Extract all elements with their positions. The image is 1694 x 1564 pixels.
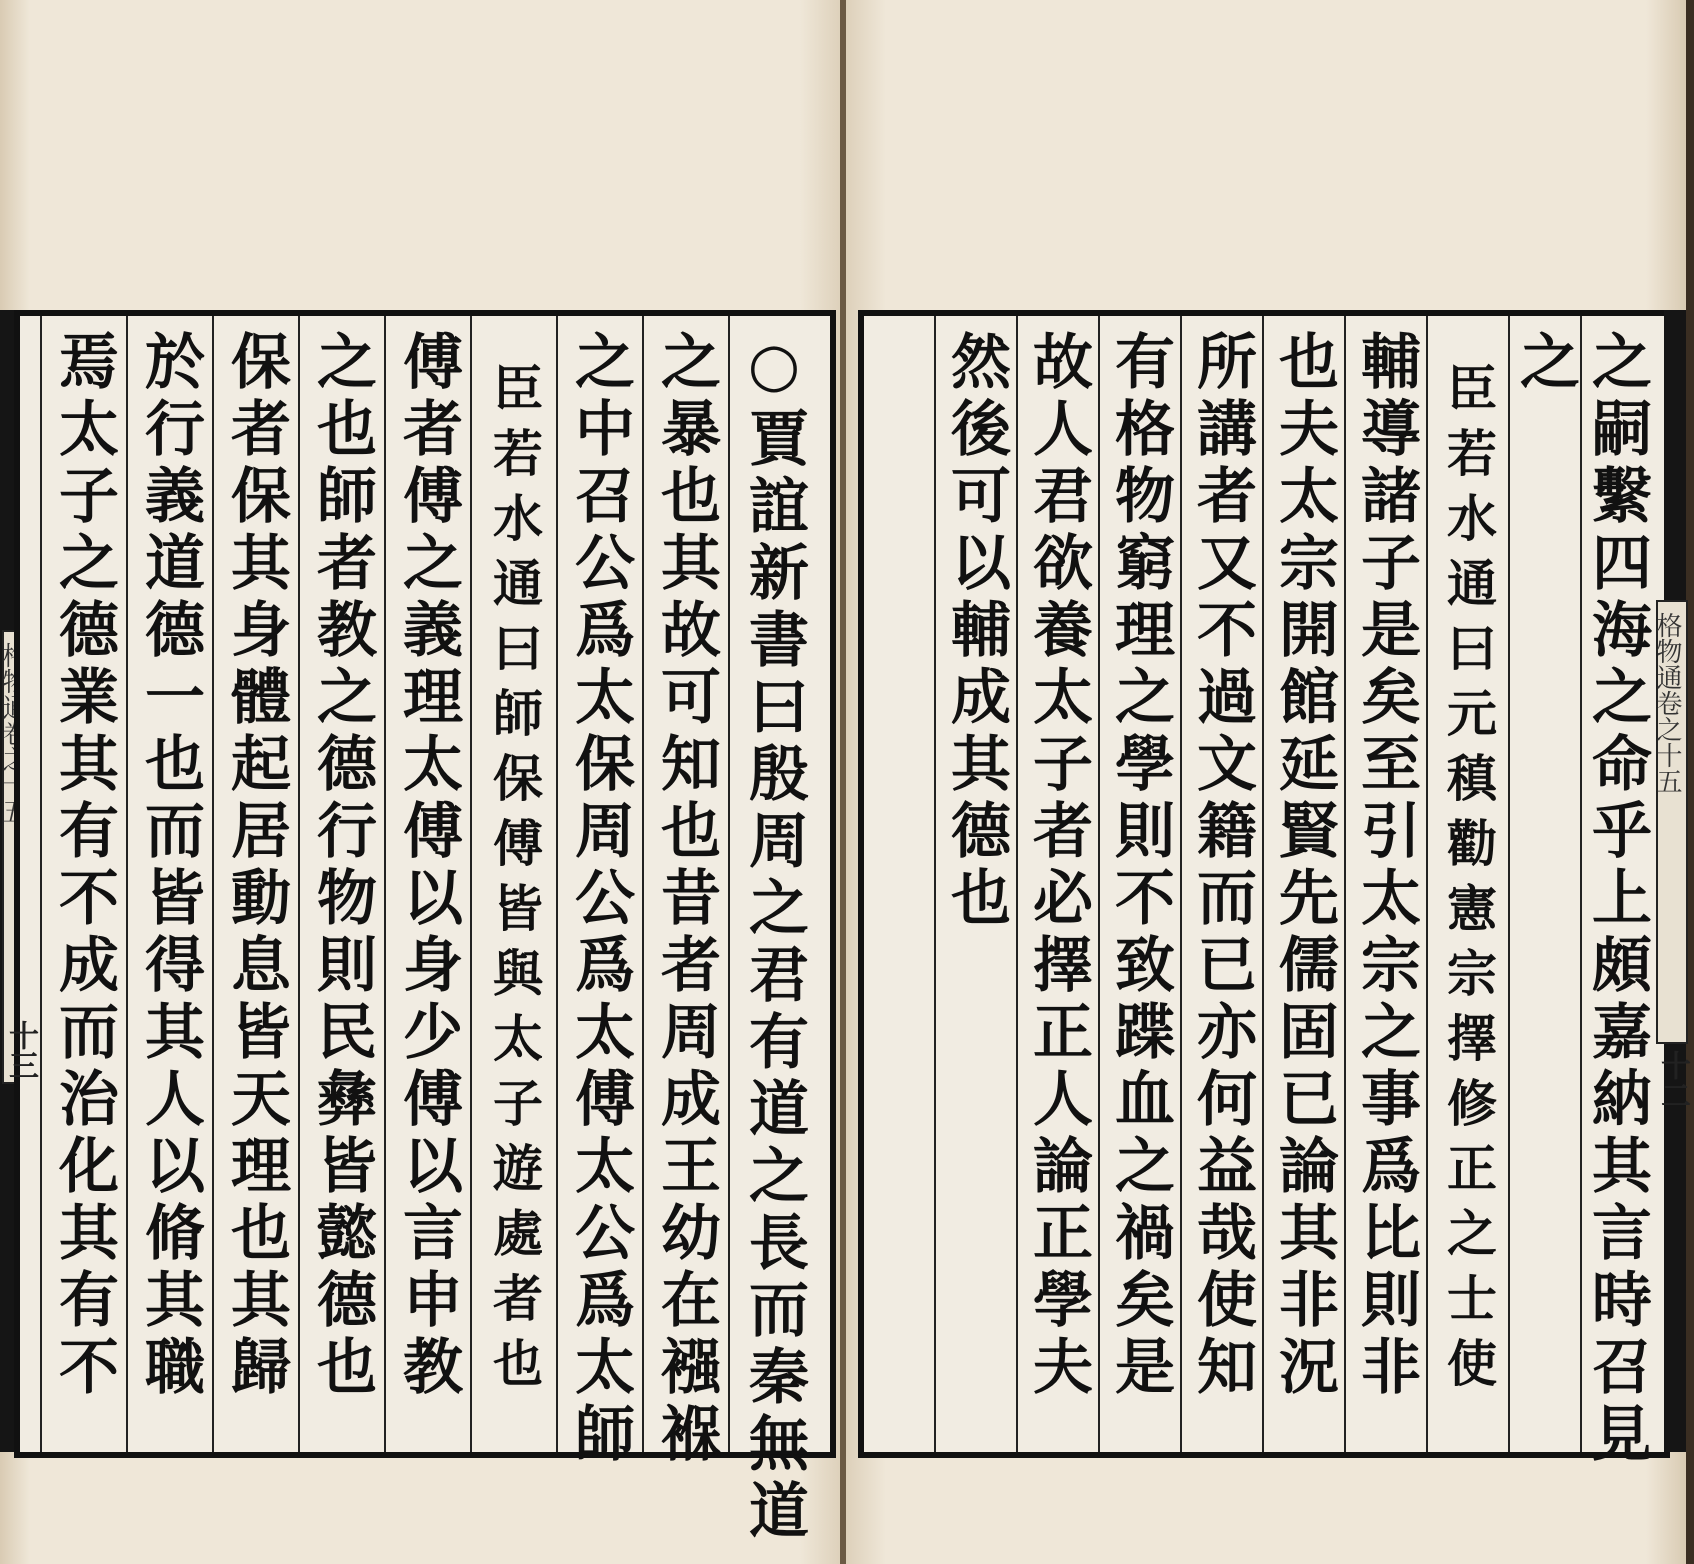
right-column-9-text: 然後可以輔成其德也 — [941, 330, 1011, 933]
left-column-5 — [384, 316, 470, 1452]
left-column-2 — [642, 316, 728, 1469]
right-column-2-text: 之 — [1510, 330, 1580, 397]
right-column-6 — [1180, 316, 1262, 1452]
right-column-6-text: 所講者又不過文籍而已亦何益哉使知 — [1187, 330, 1257, 1402]
right-column-5-text: 也夫太宗開館延賢先儒固已論其非況 — [1269, 330, 1339, 1402]
left-text-frame — [14, 310, 836, 1546]
right-column-1-text: 之嗣繫四海之命乎上頗嘉納其言時召見 — [1582, 330, 1652, 1469]
right-column-9 — [934, 316, 1016, 1452]
left-folio-number: 十三 — [3, 1020, 38, 1080]
right-column-5 — [1262, 316, 1344, 1452]
left-column-4-text: 臣若水通曰師保傅皆與太子遊處者也 — [485, 362, 544, 1402]
right-folio-number: 十二 — [1655, 1050, 1690, 1110]
left-column-3 — [556, 316, 642, 1469]
right-column-10 — [864, 316, 934, 1452]
left-column-1-text: ○賈誼新書曰殷周之君有道之長而秦無道 — [739, 330, 809, 1546]
right-column-1 — [1580, 316, 1652, 1469]
left-column-1 — [728, 316, 818, 1546]
right-column-7-text: 有格物窮理之學則不致蹀血之禍矣是 — [1105, 330, 1175, 1402]
left-column-4 — [470, 316, 556, 1452]
left-column-8 — [126, 316, 212, 1452]
left-page — [0, 0, 842, 1564]
left-column-9-text: 焉太子之德業其有不成而治化其有不 — [49, 330, 119, 1402]
left-column-6 — [298, 316, 384, 1452]
left-column-5-text: 傅者傅之義理太傅以身少傅以言申教 — [393, 330, 463, 1402]
right-column-8 — [1016, 316, 1098, 1452]
left-column-6-text: 之也師者教之德行物則民彝皆懿德也 — [307, 330, 377, 1402]
right-column-2 — [1508, 316, 1580, 1452]
right-column-4 — [1344, 316, 1426, 1452]
right-column-8-text: 故人君欲養太子者必擇正人論正學夫 — [1023, 330, 1093, 1402]
left-column-3-text: 之中召公爲太保周公爲太傅太公爲太師 — [565, 330, 635, 1469]
left-column-7 — [212, 316, 298, 1452]
left-column-9 — [40, 316, 126, 1452]
right-column-3 — [1426, 316, 1508, 1452]
left-column-8-text: 於行義道德一也而皆得其人以脩其職 — [135, 330, 205, 1402]
left-column-7-text: 保者保其身體起居動息皆天理也其歸 — [221, 330, 291, 1402]
right-column-7 — [1098, 316, 1180, 1452]
right-column-4-text: 輔導諸子是矣至引太宗之事爲比則非 — [1351, 330, 1421, 1402]
right-marginal-title: 格物通卷之十五 — [1652, 612, 1682, 794]
right-column-3-text: 臣若水通曰元稹勸憲宗擇修正之士使 — [1439, 362, 1498, 1402]
right-text-frame — [858, 310, 1670, 1469]
right-fold-strip — [1652, 600, 1688, 1044]
left-column-2-text: 之暴也其故可知也昔者周成王幼在襁褓 — [651, 330, 721, 1469]
